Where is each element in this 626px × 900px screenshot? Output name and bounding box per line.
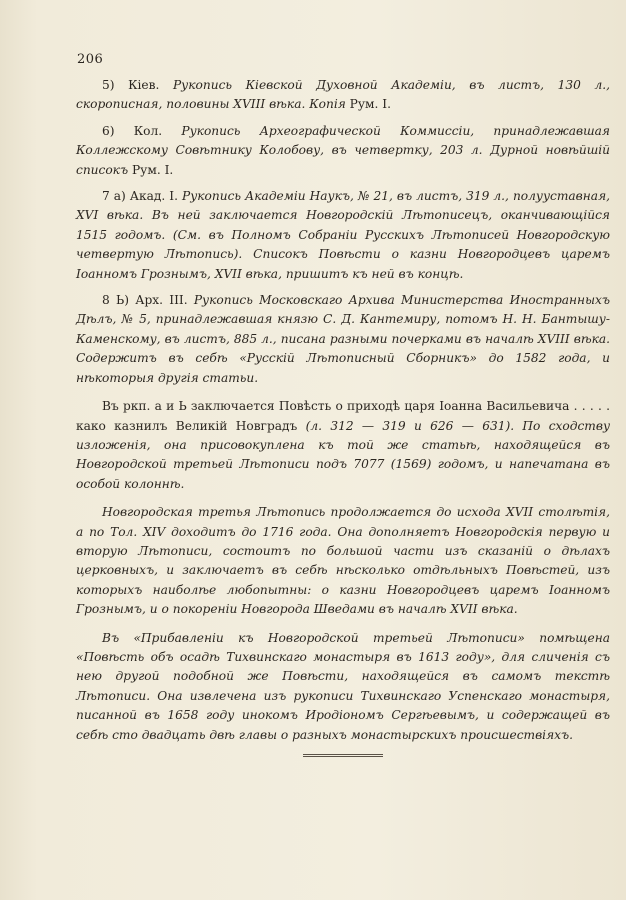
entry-lead: 7 а) Акад. I. <box>102 189 178 204</box>
paragraph-text: (л. 312 — 319 и 626 — 631). По сходству изложенiя, она присовокуплена къ той же статьѣ, находящейся въ Новгородской третьей Лѣтописи подъ 7077 (1569) годомъ, и напечатана въ особой колоннѣ. <box>76 418 611 491</box>
paragraph-story <box>76 397 610 494</box>
entry-6 <box>76 122 610 180</box>
paragraph-chronicle: Новгородская третья Лѣтопись продолжается до исхода XVII столѣтiя, а по Тол. XIV доходитъ до 1716 года. Она дополняетъ Новгородскiя первую и вторую Лѣтописи, состоитъ по большой части изъ сказанiй о дѣлахъ церковныхъ, и заключаетъ въ себѣ нѣсколько отдѣльныхъ Повѣстей, изъ которыхъ наиболѣе любопытны: о казни Новгородцевъ царемъ Iоанномъ Грознымъ, и о покоренiи Новгорода Шведами въ началѣ XVII вѣка. <box>76 505 610 617</box>
paragraph-appendix: Въ «Прибавленiи къ Новгородской третьей Лѣтописи» помѣщена «Повѣсть объ осадѣ Тихвинскаго монастыря въ 1613 году», для сличенiя съ нею другой подобной же Повѣсти, находящейся въ самомъ текстѣ Лѣтописи. Она извлечена изъ рукописи Тихвинскаго Успенскаго монастыря, писанной въ 1658 году инокомъ Иродiономъ Сергѣевымъ, и содержащей въ себѣ сто двадцать двѣ главы о разныхъ монастырскихъ происшествiяхъ. <box>76 630 610 742</box>
entry-text: Рукопись Академiи Наукъ, № 21, въ листъ, 319 л., полууставная, XVI вѣка. Въ ней заключается Новгородскiй Лѣтописецъ, оканчивающiйся 1515 годомъ. (См. въ Полномъ Собранiи Русскихъ Лѣтописей Новгородскую четвертую Лѣтопись). Списокъ Повѣсти о казни Новгородцевъ царемъ Iоанномъ Грознымъ, XVII вѣка, пришитъ къ ней въ концѣ. <box>76 189 611 281</box>
entry-text: Рукопись Московскаго Архива Министерства Иностранныхъ Дѣлъ, № 5, принадлежавшая князю С. Д. Кантемиру, потомъ Н. Н. Бантышу-Каменскому, въ листъ, 885 л., писана разными почерками въ началѣ XVIII вѣка. Содержитъ въ себѣ «Русскiй Лѣтописный Сборникъ» до 1582 года, и нѣкоторыя другiя статьи. <box>76 293 610 385</box>
entry-tail: Рум. I. <box>131 162 174 177</box>
paragraph-lead: Въ ркп. а и Ь заключается Повѣсть о приходѣ царя Iоанна Васильевича . . . . . како казнилъ Великiй Новградъ <box>76 399 610 433</box>
entry-lead: 5) Кiев. <box>102 78 160 92</box>
section-divider <box>303 754 383 757</box>
entry-text: Рукопись Археографической Коммиссiи, принадлежавшая Коллежскому Совѣтнику Колобову, въ четвертку, 203 л. Дурной новѣйшiй списокъ <box>76 123 610 177</box>
page-body <box>76 76 610 757</box>
entry-lead: 8 Ь) Арх. III. <box>102 293 188 308</box>
entry-7a <box>76 187 610 284</box>
page-number: 206 <box>77 52 104 67</box>
entry-tail: Рум. I. <box>349 97 391 112</box>
entry-5 <box>76 76 610 115</box>
entry-text: Рукопись Кiевской Духовной Академiи, въ листъ, 130 л., скорописная, половины XVIII вѣка. Копiя <box>76 78 611 112</box>
entry-8b <box>76 291 610 388</box>
entry-lead: 6) Кол. <box>102 123 163 138</box>
